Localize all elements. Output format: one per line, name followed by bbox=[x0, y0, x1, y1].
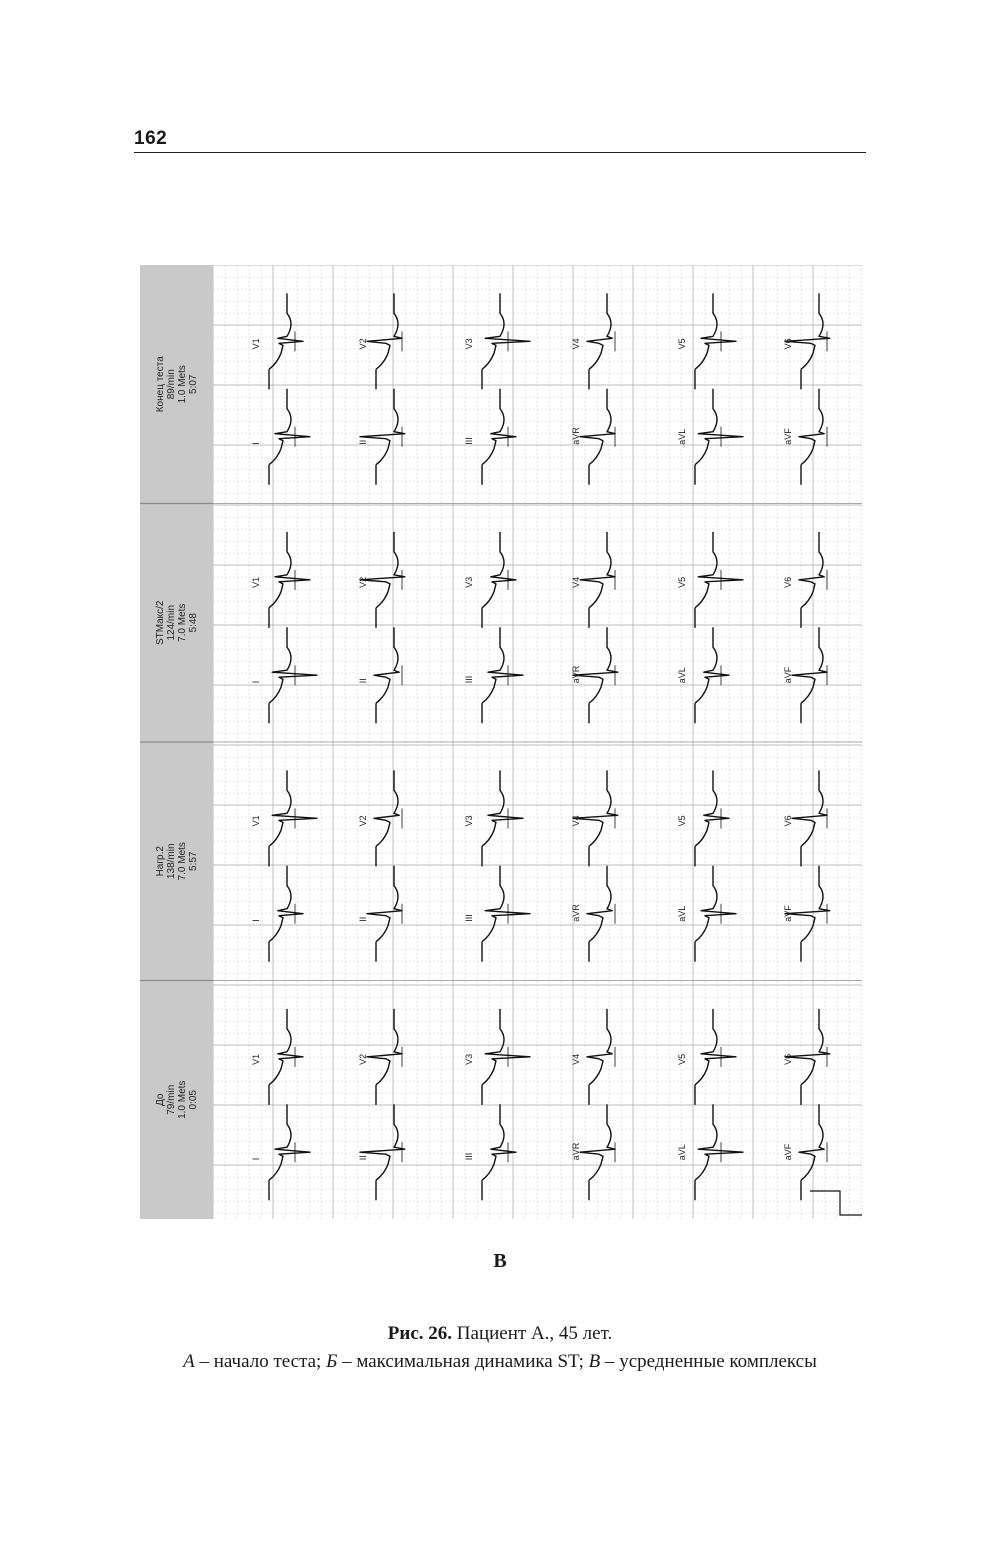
caption-title-line bbox=[140, 1320, 860, 1348]
panel-time: 0:05 bbox=[188, 1090, 199, 1110]
panel-time: 5:57 bbox=[188, 851, 199, 871]
panel-mets: 7.0 Mets bbox=[177, 603, 188, 642]
lead-label-limb: aVL bbox=[677, 428, 687, 445]
panel-heart-rate: 79/min bbox=[166, 1084, 177, 1115]
lead-label-precordial: V4 bbox=[571, 576, 581, 588]
lead-label-precordial: V5 bbox=[677, 576, 687, 588]
lead-label-limb: II bbox=[358, 439, 368, 445]
lead-label-precordial: V6 bbox=[783, 1053, 793, 1065]
lead-label-limb: III bbox=[464, 914, 474, 922]
legend-c-key: В bbox=[588, 1351, 601, 1372]
lead-label-precordial: V5 bbox=[677, 338, 687, 350]
lead-label-limb: III bbox=[464, 675, 474, 684]
panel-title: STMакс/2 bbox=[155, 600, 166, 645]
lead-label-precordial: V2 bbox=[358, 338, 368, 350]
lead-label-precordial: V2 bbox=[358, 815, 368, 827]
lead-label-precordial: V2 bbox=[358, 576, 368, 588]
panel-title: Конец теста bbox=[155, 356, 166, 413]
legend-b-text: – максимальная динамика ST; bbox=[337, 1351, 589, 1372]
lead-label-precordial: V1 bbox=[251, 576, 261, 588]
panel-heart-rate: 138/min bbox=[166, 843, 177, 880]
legend-a-key: А bbox=[183, 1351, 195, 1372]
lead-label-limb: aVR bbox=[571, 665, 581, 684]
lead-label-precordial: V5 bbox=[677, 815, 687, 827]
lead-label-precordial: V1 bbox=[251, 338, 261, 350]
lead-label-limb: III bbox=[464, 1152, 474, 1161]
panel-mets: 7.0 Mets bbox=[177, 842, 188, 881]
panel-time: 5:48 bbox=[188, 613, 199, 633]
lead-label-limb: II bbox=[358, 678, 368, 684]
caption-figure-label: Рис. 26. bbox=[387, 1323, 453, 1344]
caption-legend bbox=[140, 1348, 860, 1376]
lead-label-limb: aVL bbox=[677, 1144, 687, 1161]
lead-label-limb: aVR bbox=[571, 1142, 581, 1161]
lead-label-limb: I bbox=[251, 442, 261, 445]
lead-label-limb: aVR bbox=[571, 427, 581, 445]
lead-label-precordial: V3 bbox=[464, 1053, 474, 1065]
ecg-averaged-complexes-chart bbox=[140, 265, 862, 1219]
page-number: 162 bbox=[134, 128, 168, 149]
lead-label-limb: I bbox=[251, 680, 261, 684]
legend-a-text: – начало теста; bbox=[194, 1351, 327, 1372]
ecg-figure bbox=[140, 265, 862, 1219]
lead-label-precordial: V1 bbox=[251, 815, 261, 827]
lead-label-limb: III bbox=[464, 437, 474, 445]
lead-label-precordial: V3 bbox=[464, 815, 474, 827]
legend-c-text: – усредненные комплексы bbox=[600, 1351, 817, 1372]
figure-panel-letter: В bbox=[493, 1250, 507, 1272]
lead-label-limb: II bbox=[358, 1155, 368, 1161]
lead-label-precordial: V6 bbox=[783, 815, 793, 827]
lead-label-precordial: V6 bbox=[783, 576, 793, 588]
lead-label-limb: I bbox=[251, 1157, 261, 1161]
lead-label-precordial: V5 bbox=[677, 1053, 687, 1065]
panel-mets: 1.0 Mets bbox=[177, 1080, 188, 1119]
panel-heart-rate: 89/min bbox=[166, 369, 177, 400]
lead-label-precordial: V3 bbox=[464, 338, 474, 350]
lead-label-precordial: V4 bbox=[571, 815, 581, 827]
lead-label-limb: aVR bbox=[571, 904, 581, 922]
panel-heart-rate: 124/min bbox=[166, 604, 177, 641]
lead-label-limb: II bbox=[358, 916, 368, 922]
lead-label-limb: aVL bbox=[677, 667, 687, 684]
panel-title: Нагр.2 bbox=[155, 846, 166, 877]
lead-label-limb: aVF bbox=[783, 428, 793, 445]
lead-label-precordial: V6 bbox=[783, 338, 793, 350]
panel-time: 5:07 bbox=[188, 374, 199, 394]
lead-label-limb: aVF bbox=[783, 666, 793, 684]
lead-label-limb: I bbox=[251, 919, 261, 922]
lead-label-precordial: V1 bbox=[251, 1053, 261, 1065]
caption-title: Пациент А., 45 лет. bbox=[452, 1323, 613, 1344]
lead-label-limb: aVF bbox=[783, 905, 793, 922]
panel-title: До bbox=[155, 1093, 166, 1106]
lead-label-precordial: V3 bbox=[464, 576, 474, 588]
lead-label-precordial: V4 bbox=[571, 338, 581, 350]
figure-caption bbox=[140, 1320, 860, 1376]
panel-mets: 1.0 Mets bbox=[177, 365, 188, 404]
header-rule bbox=[134, 152, 866, 153]
lead-label-limb: aVF bbox=[783, 1143, 793, 1161]
lead-label-precordial: V4 bbox=[571, 1053, 581, 1065]
lead-label-limb: aVL bbox=[677, 905, 687, 922]
lead-label-precordial: V2 bbox=[358, 1053, 368, 1065]
legend-b-key: Б bbox=[326, 1351, 338, 1372]
